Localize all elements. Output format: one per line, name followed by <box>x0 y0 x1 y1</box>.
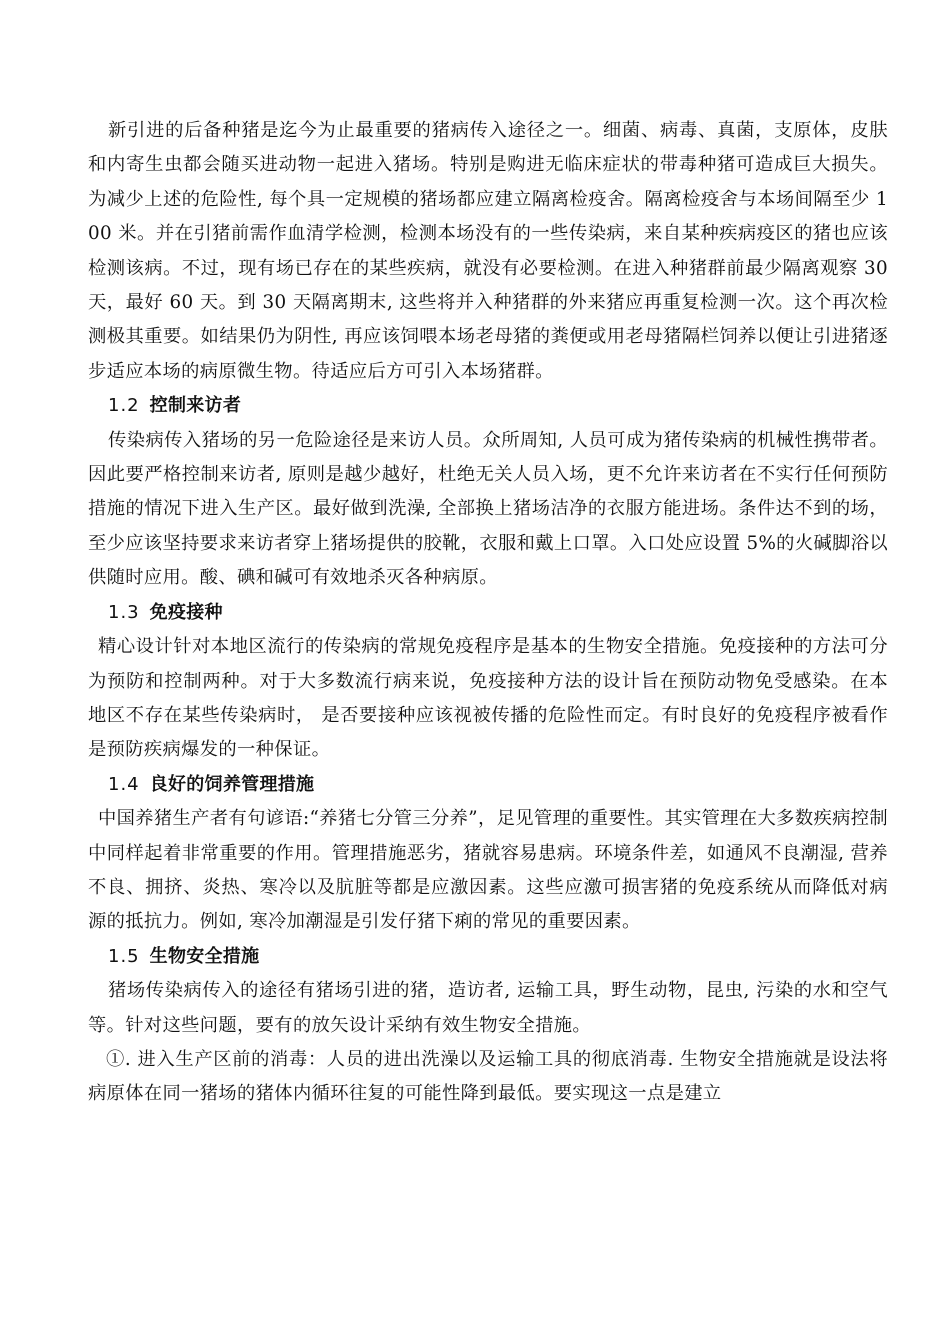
section-number: 1.3 <box>108 601 140 623</box>
section-title: 生物安全措施 <box>149 945 260 967</box>
document-page <box>88 114 888 1112</box>
section-title: 免疫接种 <box>149 601 223 623</box>
section-heading-1-2 <box>88 389 888 423</box>
section-heading-1-3 <box>88 596 888 630</box>
section-title: 控制来访者 <box>149 395 242 417</box>
section-title: 良好的饲养管理措施 <box>149 773 315 795</box>
section-number: 1.4 <box>108 773 140 795</box>
paragraph-biosecurity: 猪场传染病传入的途径有猪场引进的猪，造访者, 运输工具，野生动物，昆虫, 污染的水和空气等。针对这些问题，要有的放矢设计采纳有效生物安全措施。 <box>88 980 888 1036</box>
paragraph-visitors: 传染病传入猪场的另一危险途径是来访人员。众所周知, 人员可成为猪传染病的机械性携带者。因此要严格控制来访者, 原则是越少越好，杜绝无关人员入场，更不允许来访者在不实行任何预防措施的情况下进入生产区。最好做到洗澡, 全部换上猪场洁净的衣服方能进场。条件达不到的场，至少应该坚持要求来访者穿上猪场提供的胶靴，衣服和戴上口罩。入口处应设置 5%的火碱脚浴以供随时应用。酸、碘和碱可有效地杀灭各种病原。 <box>88 429 888 589</box>
section-heading-1-5 <box>88 940 888 974</box>
section-heading-1-4 <box>88 768 888 802</box>
section-number: 1.5 <box>108 945 140 967</box>
section-number: 1.2 <box>108 395 140 417</box>
paragraph-disinfection: ①. 进入生产区前的消毒：人员的进出洗澡以及运输工具的彻底消毒. 生物安全措施就是设法将病原体在同一猪场的猪体内循环往复的可能性降到最低。要实现这一点是建立 <box>88 1048 888 1105</box>
paragraph-management: 中国养猪生产者有句谚语:“养猪七分管三分养”，足见管理的重要性。其实管理在大多数疾病控制中同样起着非常重要的作用。管理措施恶劣，猪就容易患病。环境条件差，如通风不良潮湿, 营养不良、拥挤、炎热、寒冷以及肮脏等都是应激因素。这些应激可损害猪的免疫系统从而降低对病源的抵抗力。例如, 寒冷加潮湿是引发仔猪下痢的常见的重要因素。 <box>88 808 888 933</box>
paragraph-immunization: 精心设计针对本地区流行的传染病的常规免疫程序是基本的生物安全措施。免疫接种的方法可分为预防和控制两种。对于大多数流行病来说，免疫接种方法的设计旨在预防动物免受感染。在本地区不存在某些传染病时， 是否要接种应该视被传播的危险性而定。有时良好的免疫程序被看作是预防疾病爆发的一种保证。 <box>88 636 889 761</box>
paragraph-quarantine: 新引进的后备种猪是迄今为止最重要的猪病传入途径之一。细菌、病毒、真菌，支原体，皮肤和内寄生虫都会随买进动物一起进入猪场。特别是购进无临床症状的带毒种猪可造成巨大损失。为减少上述的危险性, 每个具一定规模的猪场都应建立隔离检疫舍。隔离检疫舍与本场间隔至少 100 米。并在引猪前需作血清学检测，检测本场没有的一些传染病，来自某种疾病疫区的猪也应该检测该病。不过，现有场已存在的某些疾病，就没有必要检测。在进入种猪群前最少隔离观察 30 天，最好 60 天。到 30 天隔离期末, 这些将并入种猪群的外来猪应再重复检测一次。这个再次检测极其重要。如结果仍为阴性, 再应该饲喂本场老母猪的粪便或用老母猪隔栏饲养以便让引进猪逐步适应本场的病原微生物。待适应后方可引入本场猪群。 <box>88 120 888 382</box>
